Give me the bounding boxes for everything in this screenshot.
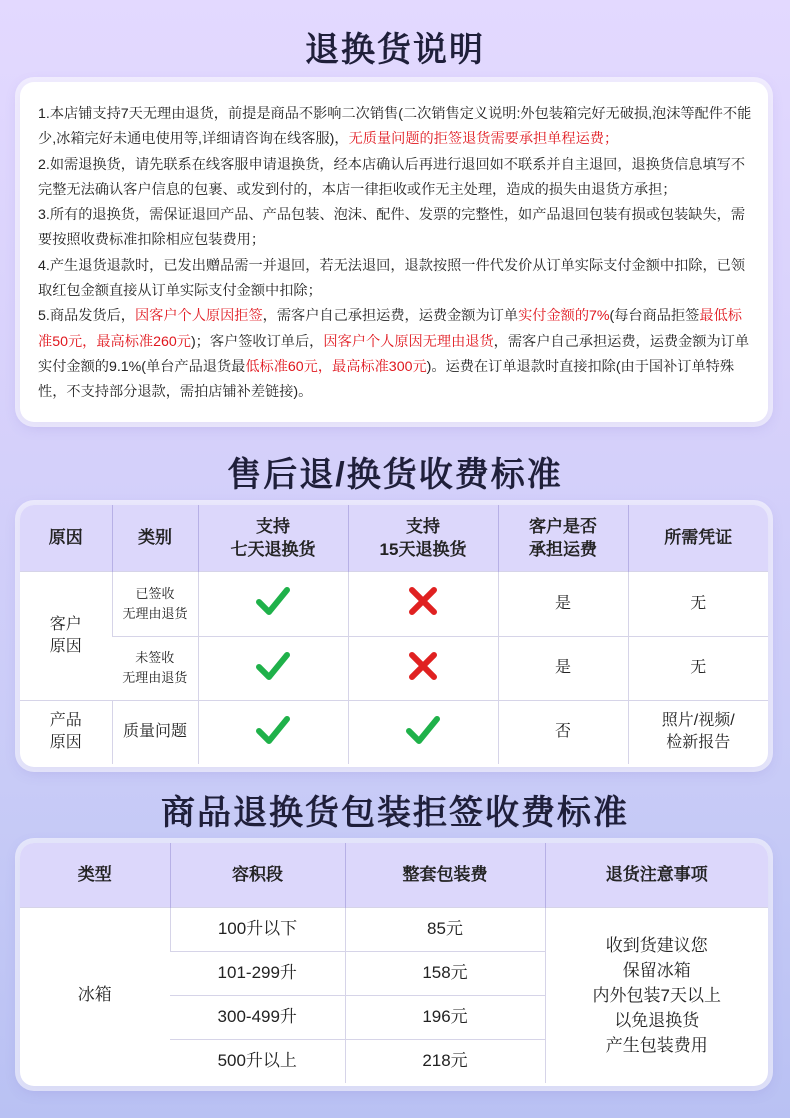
rules-text <box>20 82 768 406</box>
cross-icon <box>405 585 441 617</box>
table-row <box>20 571 768 636</box>
rule-1: 1.本店铺支持7天无理由退货，前提是商品不影响二次销售(二次销售定义说明:外包装箱完好无破损,泡沫等配件不能少,冰箱完好未通电使用等,详细请咨询在线客服)，无质量问题的拒签退货需要承担单程运费； <box>38 106 752 148</box>
category-cell: 未签收 无理由退货 <box>112 636 198 700</box>
freight-cell: 是 <box>498 636 628 700</box>
rules-panel <box>20 82 768 422</box>
freight-cell: 否 <box>498 700 628 764</box>
fifteen-day-cell <box>348 636 498 700</box>
proof-cell: 照片/视频/ 检新报告 <box>628 700 768 764</box>
column-header: 支持 七天退换货 <box>198 505 348 571</box>
reason-cell: 产品 原因 <box>20 700 112 764</box>
rule-4: 4.产生退货退款时，已发出赠品需一并退回，若无法退回，退款按照一件代发价从订单实际支付金额中扣除，已领取红包金额直接从订单实际支付金额中扣除； <box>38 257 746 300</box>
table-row <box>20 636 768 700</box>
packaging-fee-cell: 196元 <box>345 995 545 1039</box>
volume-range-cell: 101-299升 <box>170 951 345 995</box>
packaging-table <box>20 843 768 1083</box>
seven-day-cell <box>198 571 348 636</box>
return-note-cell: 收到货建议您 保留冰箱 内外包装7天以上 以免退换货 产生包装费用 <box>545 907 768 1083</box>
check-icon <box>255 585 291 617</box>
packaging-title: 商品退换货包装拒签收费标准 <box>161 794 629 832</box>
cross-icon <box>405 650 441 682</box>
check-icon <box>255 650 291 682</box>
column-header: 类型 <box>20 843 170 907</box>
packaging-fee-cell: 158元 <box>345 951 545 995</box>
rule-2: 2.如需退换货，请先联系在线客服申请退换货，经本店确认后再进行退回如不联系并自主退回，退换货信息填写不完整无法确认客户信息的包裹、或发到付的，本店一律拒收或作无主处理，造成的损失由退货方承担； <box>38 156 746 198</box>
fifteen-day-cell <box>348 700 498 764</box>
column-header: 退货注意事项 <box>545 843 768 907</box>
fifteen-day-cell <box>348 571 498 636</box>
proof-cell: 无 <box>628 571 768 636</box>
seven-day-cell <box>198 700 348 764</box>
type-cell: 冰箱 <box>20 907 170 1083</box>
column-header: 类别 <box>112 505 198 571</box>
rule-5: 5.商品发货后，因客户个人原因拒签，需客户自己承担运费，运费金额为订单实付金额的7%(每台商品拒签最低标准50元，最高标准260元)；客户签收订单后，因客户个人原因无理由退货，需客户自己承担运费，运费金额为订单实付金额的9.1%(单台产品退货最低标准60元，最高标准300元)。运费在订单退款时直接扣除(由于国补订单特殊性，不支持部分退款，需拍店铺补差链接)。 <box>38 308 750 401</box>
packaging-fee-cell: 85元 <box>345 907 545 951</box>
table-row <box>20 700 768 764</box>
column-header: 客户是否 承担运费 <box>498 505 628 571</box>
column-header: 原因 <box>20 505 112 571</box>
packaging-table-panel <box>20 843 768 1086</box>
category-cell: 已签收 无理由退货 <box>112 571 198 636</box>
volume-range-cell: 100升以下 <box>170 907 345 951</box>
page-title: 退换货说明 <box>305 31 485 69</box>
freight-cell: 是 <box>498 571 628 636</box>
after-sale-title: 售后退/换货收费标准 <box>227 456 563 494</box>
column-header: 容积段 <box>170 843 345 907</box>
proof-cell: 无 <box>628 636 768 700</box>
column-header: 整套包装费 <box>345 843 545 907</box>
check-icon <box>405 714 441 746</box>
after-sale-table <box>20 505 768 764</box>
check-icon <box>255 714 291 746</box>
table-row <box>20 907 768 951</box>
seven-day-cell <box>198 636 348 700</box>
column-header: 支持 15天退换货 <box>348 505 498 571</box>
packaging-fee-cell: 218元 <box>345 1039 545 1083</box>
category-cell: 质量问题 <box>112 700 198 764</box>
volume-range-cell: 300-499升 <box>170 995 345 1039</box>
volume-range-cell: 500升以上 <box>170 1039 345 1083</box>
column-header: 所需凭证 <box>628 505 768 571</box>
after-sale-table-panel <box>20 505 768 767</box>
rule-3: 3.所有的退换货，需保证退回产品、产品包装、泡沫、配件、发票的完整性，如产品退回包装有损或包装缺失，需要按照收费标准扣除相应包装费用； <box>38 207 746 249</box>
reason-cell: 客户 原因 <box>20 571 112 700</box>
